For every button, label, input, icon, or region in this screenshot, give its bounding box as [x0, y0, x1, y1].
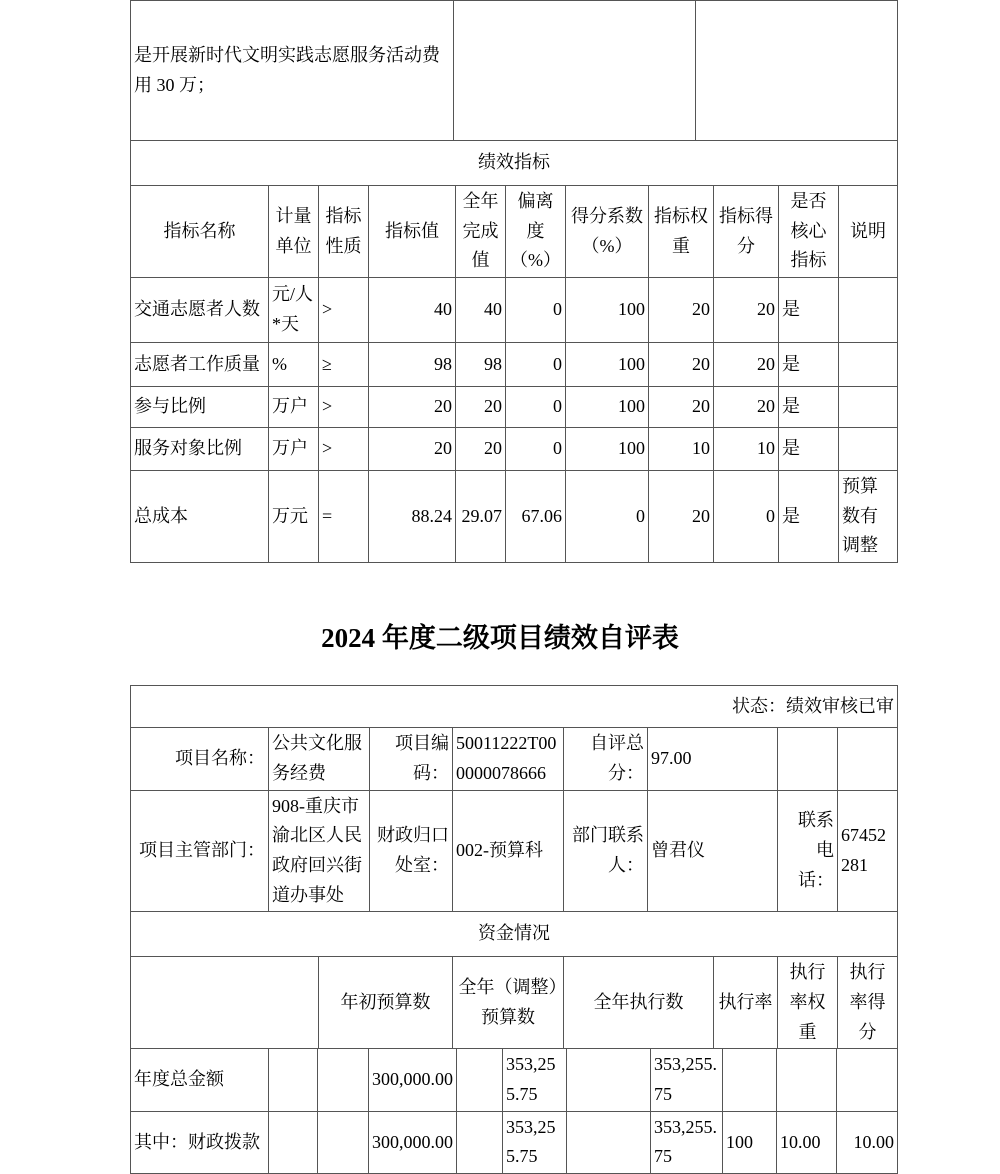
table-cell: 是 [779, 387, 839, 428]
table-cell [778, 728, 838, 790]
table-cell: 参与比例 [131, 387, 269, 428]
column-header: 执行率 [714, 957, 778, 1049]
row-label: 其中：财政拨款 [131, 1111, 269, 1173]
table-cell: 服务对象比例 [131, 428, 269, 471]
table-cell: 10.00 [777, 1111, 837, 1173]
column-header: 年初预算数 [319, 957, 453, 1049]
column-header: 是否核心指标 [779, 186, 839, 278]
field-value: 97.00 [648, 728, 778, 790]
field-label: 项目主管部门： [131, 790, 269, 912]
table-cell: 交通志愿者人数 [131, 278, 269, 343]
table-cell: 20 [649, 343, 714, 387]
table-row [131, 471, 898, 563]
table-row [131, 1049, 898, 1111]
project-info-table [130, 727, 898, 912]
column-header: 指标值 [369, 186, 456, 278]
column-header: 指标性质 [319, 186, 369, 278]
table-cell: 万元 [269, 471, 319, 563]
page-title: 2024 年度二级项目绩效自评表 [321, 623, 679, 654]
table-cell: 总成本 [131, 471, 269, 563]
table-cell: 353,255.75 [503, 1049, 567, 1111]
table-cell: 353,255.75 [651, 1111, 723, 1173]
table-cell [839, 278, 898, 343]
column-header: 全年（调整）预算数 [453, 957, 564, 1049]
fund-section-title-table [130, 911, 898, 957]
field-value: 公共文化服务经费 [269, 728, 370, 790]
table-cell [777, 1049, 837, 1111]
field-label: 财政归口处室： [370, 790, 453, 912]
table-cell [318, 1049, 369, 1111]
field-label: 项目编码： [370, 728, 453, 790]
table-cell: = [319, 471, 369, 563]
section-title-indicators: 绩效指标 [131, 141, 898, 186]
field-label: 联系电话： [778, 790, 838, 912]
table-cell [131, 957, 319, 1049]
table-cell: 是 [779, 343, 839, 387]
field-value: 50011222T000000078666 [453, 728, 564, 790]
table-cell [723, 1049, 777, 1111]
table-cell: > [319, 387, 369, 428]
table-cell: 20 [456, 428, 506, 471]
table-cell: 0 [714, 471, 779, 563]
field-value: 67452281 [838, 790, 898, 912]
field-label: 部门联系人： [564, 790, 648, 912]
table-cell: 98 [456, 343, 506, 387]
section-title-funds: 资金情况 [131, 912, 898, 957]
table-row [131, 1, 898, 141]
table-row [131, 428, 898, 471]
table-row [131, 790, 898, 912]
table-cell [457, 1111, 503, 1173]
performance-indicators-table [130, 140, 898, 563]
table-cell: 20 [714, 278, 779, 343]
table-cell: 40 [369, 278, 456, 343]
table-cell: 300,000.00 [369, 1049, 457, 1111]
column-header: 说明 [839, 186, 898, 278]
table-cell: 20 [649, 387, 714, 428]
fund-header-table [130, 956, 898, 1049]
table-cell [839, 387, 898, 428]
column-header: 全年执行数 [564, 957, 714, 1049]
table-cell: 20 [714, 343, 779, 387]
table-cell: 300,000.00 [369, 1111, 457, 1173]
table-row [131, 343, 898, 387]
table-cell: 353,255.75 [651, 1049, 723, 1111]
table-cell: ≥ [319, 343, 369, 387]
table-row [131, 387, 898, 428]
table-cell [457, 1049, 503, 1111]
column-header: 指标权重 [649, 186, 714, 278]
narrative-fragment-table [130, 0, 898, 141]
table-cell: 29.07 [456, 471, 506, 563]
table-cell [839, 428, 898, 471]
field-value: 002-预算科 [453, 790, 564, 912]
table-row [131, 957, 898, 1049]
table-cell [839, 343, 898, 387]
table-cell: 10.00 [837, 1111, 898, 1173]
table-cell: 20 [649, 471, 714, 563]
table-cell [318, 1111, 369, 1173]
table-row [131, 912, 898, 957]
table-cell: 40 [456, 278, 506, 343]
table-cell: > [319, 428, 369, 471]
table-row [131, 186, 898, 278]
table-row [131, 686, 898, 728]
table-cell: 0 [506, 343, 566, 387]
table-cell: 万户 [269, 428, 319, 471]
table-cell: 10 [649, 428, 714, 471]
table-cell: 100 [566, 387, 649, 428]
table-cell: 20 [714, 387, 779, 428]
table-cell: 是 [779, 471, 839, 563]
table-cell: 100 [566, 278, 649, 343]
table-cell: 10 [714, 428, 779, 471]
column-header: 执行率得分 [838, 957, 898, 1049]
status-text: 状态：绩效审核已审 [131, 686, 898, 728]
field-label: 自评总分： [564, 728, 648, 790]
field-value: 曾君仪 [648, 790, 778, 912]
project-description-cell: 是开展新时代文明实践志愿服务活动费用 30 万； [131, 1, 454, 141]
table-cell: 元/人*天 [269, 278, 319, 343]
table-cell: 志愿者工作质量 [131, 343, 269, 387]
self-evaluation-table-group [130, 685, 897, 1174]
table-row [131, 1111, 898, 1173]
table-cell: 是 [779, 278, 839, 343]
table-cell [269, 1049, 318, 1111]
table-cell [454, 1, 696, 141]
table-cell: 98 [369, 343, 456, 387]
table-cell: 88.24 [369, 471, 456, 563]
column-header: 得分系数（%） [566, 186, 649, 278]
column-header: 偏离度（%） [506, 186, 566, 278]
top-table-group [130, 0, 897, 563]
column-header: 计量单位 [269, 186, 319, 278]
table-cell: 20 [649, 278, 714, 343]
table-cell: 0 [506, 428, 566, 471]
table-cell: 0 [506, 278, 566, 343]
table-cell: 是 [779, 428, 839, 471]
table-cell: 100 [723, 1111, 777, 1173]
table-row [131, 728, 898, 790]
fund-data-table [130, 1048, 898, 1174]
table-row [131, 278, 898, 343]
table-row [131, 141, 898, 186]
table-cell: 0 [506, 387, 566, 428]
table-cell: 20 [369, 428, 456, 471]
table-cell [567, 1049, 651, 1111]
table-cell: % [269, 343, 319, 387]
table-cell: 20 [456, 387, 506, 428]
field-value: 908-重庆市渝北区人民政府回兴街道办事处 [269, 790, 370, 912]
row-label: 年度总金额 [131, 1049, 269, 1111]
column-header: 执行率权重 [778, 957, 838, 1049]
table-cell: 万户 [269, 387, 319, 428]
column-header: 指标名称 [131, 186, 269, 278]
table-cell: 0 [566, 471, 649, 563]
table-cell [567, 1111, 651, 1173]
table-cell: 预算数有调整 [839, 471, 898, 563]
table-cell: 100 [566, 428, 649, 471]
table-cell: 67.06 [506, 471, 566, 563]
table-cell: > [319, 278, 369, 343]
table-cell [837, 1049, 898, 1111]
table-cell [838, 728, 898, 790]
table-cell: 20 [369, 387, 456, 428]
table-cell: 100 [566, 343, 649, 387]
column-header: 指标得分 [714, 186, 779, 278]
table-cell [696, 1, 898, 141]
field-label: 项目名称： [131, 728, 269, 790]
table-cell [269, 1111, 318, 1173]
table-cell: 353,255.75 [503, 1111, 567, 1173]
column-header: 全年完成值 [456, 186, 506, 278]
status-row-table [130, 685, 898, 728]
